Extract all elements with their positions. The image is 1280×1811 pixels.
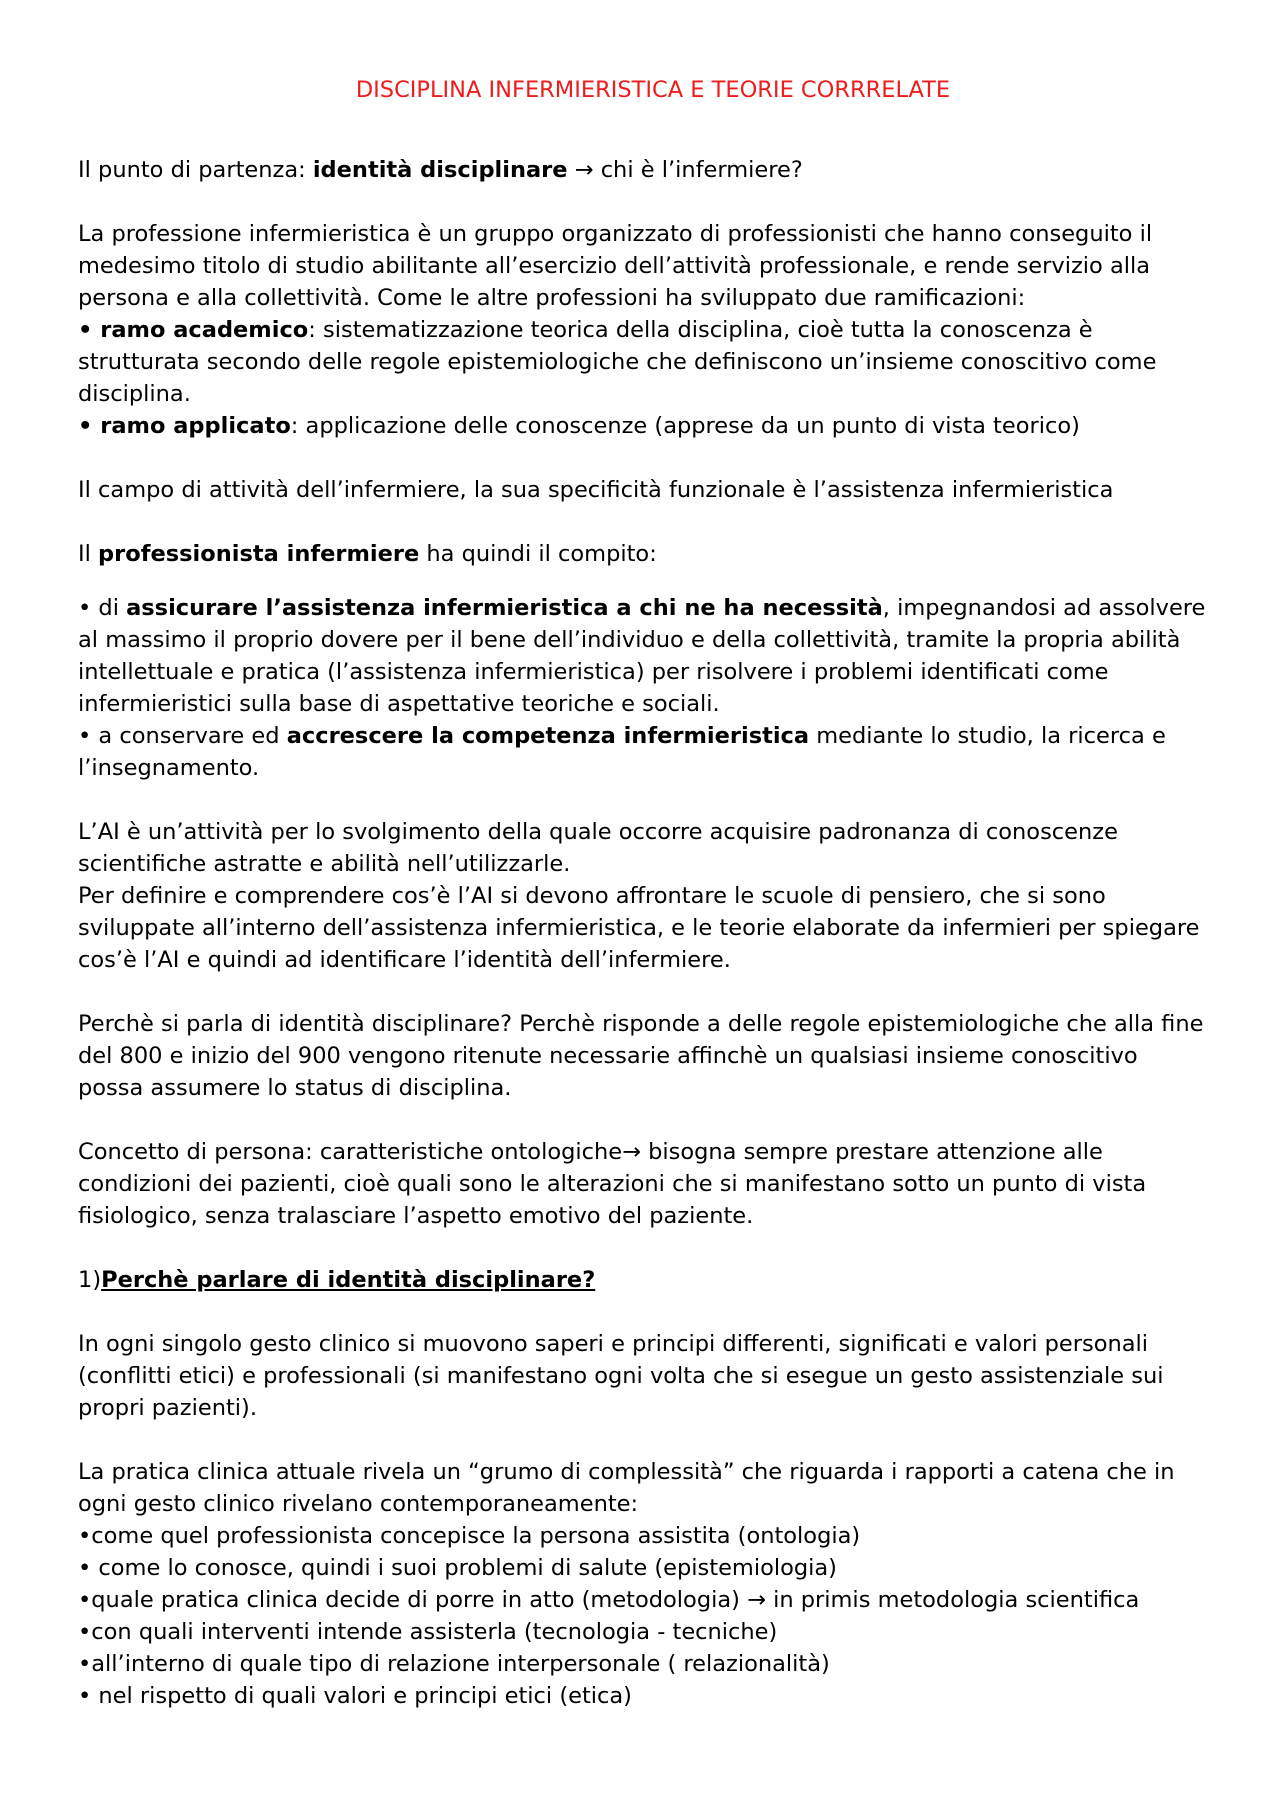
duty-pre: • di xyxy=(78,595,127,621)
branch-label: ramo academico xyxy=(100,317,309,343)
branch-item xyxy=(78,314,1208,410)
pratica-paragraph: La pratica clinica attuale rivela un “grumo di complessità” che riguarda i rapporti a catena che in ogni gesto clinico rivelano contemporaneamente: xyxy=(78,1459,1175,1517)
intro-bold: identità disciplinare xyxy=(312,157,568,183)
campo-paragraph: Il campo di attività dell’infermiere, la sua specificità funzionale è l’assistenza infermieristica xyxy=(78,477,1114,503)
intro-paragraph xyxy=(78,154,1208,186)
branch-text: : sistematizzazione teorica della disciplina, cioè tutta la conoscenza è strutturata secondo delle regole epistemiologiche che definiscono un’insieme conoscitivo come disciplina. xyxy=(78,317,1157,407)
professione-paragraph: La professione infermieristica è un gruppo organizzato di professionisti che hanno conseguito il medesimo titolo di studio abilitante all’esercizio dell’attività professionale, e rende servizio alla persona e alla collettività. Come le altre professioni ha sviluppato due ramificazioni: xyxy=(78,221,1153,311)
section-title: Perchè parlare di identità disciplinare? xyxy=(101,1267,596,1293)
duty-item xyxy=(78,720,1208,784)
document-page xyxy=(78,74,1208,1712)
intro-prefix: Il punto di partenza: xyxy=(78,157,313,183)
list-item: • nel rispetto di quali valori e principi etici (etica) xyxy=(78,1683,632,1709)
duty-item xyxy=(78,592,1208,720)
intro-suffix: → chi è l’infermiere? xyxy=(567,157,803,183)
duty-bold: assicurare l’assistenza infermieristica a chi ne ha necessità xyxy=(126,595,883,621)
ai-paragraph: L’AI è un’attività per lo svolgimento della quale occorre acquisire padronanza di conoscenze scientifiche astratte e abilità nell’utilizzarle. xyxy=(78,819,1118,877)
bullet: • xyxy=(78,413,101,439)
duty-pre: • a conservare ed xyxy=(78,723,287,749)
page-title: DISCIPLINA INFERMIERISTICA E TEORIE CORRRELATE xyxy=(355,77,951,103)
branch-label: ramo applicato xyxy=(100,413,291,439)
ai-definition-paragraph: Per definire e comprendere cos’è l’AI si devono affrontare le scuole di pensiero, che si sono sviluppate all’interno dell’assistenza infermieristica, e le teorie elaborate da infermieri per spiegare cos’è l’AI e quindi ad identificare l’identità dell’infermiere. xyxy=(78,883,1200,973)
section-number: 1) xyxy=(78,1267,102,1293)
section-heading xyxy=(78,1264,1208,1296)
compito-suffix: ha quindi il compito: xyxy=(419,541,657,567)
compito-bold: professionista infermiere xyxy=(98,541,420,567)
list-item: • come lo conosce, quindi i suoi problemi di salute (epistemiologia) xyxy=(78,1555,837,1581)
branch-text: : applicazione delle conoscenze (apprese da un punto di vista teorico) xyxy=(290,413,1080,439)
list-item: •come quel professionista concepisce la persona assistita (ontologia) xyxy=(78,1523,861,1549)
gesto-paragraph: In ogni singolo gesto clinico si muovono saperi e principi differenti, significati e valori personali (conflitti etici) e professionali (si manifestano ogni volta che si esegue un gesto assistenziale sui propri pazienti). xyxy=(78,1331,1164,1421)
bullet: • xyxy=(78,317,101,343)
list-item: •quale pratica clinica decide di porre in atto (metodologia) → in primis metodologia scientifica xyxy=(78,1587,1140,1613)
duty-post: , impegnandosi ad assolvere al massimo il proprio dovere per il bene dell’individuo e della collettività, tramite la propria abilità intellettuale e pratica (l’assistenza infermieristica) per risolvere i problemi identificati come infermieristici sulla base di aspettative teoriche e sociali. xyxy=(78,595,1206,717)
compito-prefix: Il xyxy=(78,541,99,567)
duty-post: mediante lo studio, la ricerca e l’insegnamento. xyxy=(78,723,1166,781)
duty-bold: accrescere la competenza infermieristica xyxy=(286,723,810,749)
persona-paragraph: Concetto di persona: caratteristiche ontologiche→ bisogna sempre prestare attenzione alle condizioni dei pazienti, cioè quali sono le alterazioni che si manifestano sotto un punto di vista fisiologico, senza tralasciare l’aspetto emotivo del paziente. xyxy=(78,1139,1147,1229)
list-item: •all’interno di quale tipo di relazione interpersonale ( relazionalità) xyxy=(78,1651,830,1677)
branch-item xyxy=(78,410,1208,442)
compito-paragraph xyxy=(78,538,1208,570)
identita-paragraph: Perchè si parla di identità disciplinare? Perchè risponde a delle regole epistemiologiche che alla fine del 800 e inizio del 900 vengono ritenute necessarie affinchè un qualsiasi insieme conoscitivo possa assumere lo status di disciplina. xyxy=(78,1011,1204,1101)
list-item: •con quali interventi intende assisterla (tecnologia - tecniche) xyxy=(78,1619,778,1645)
